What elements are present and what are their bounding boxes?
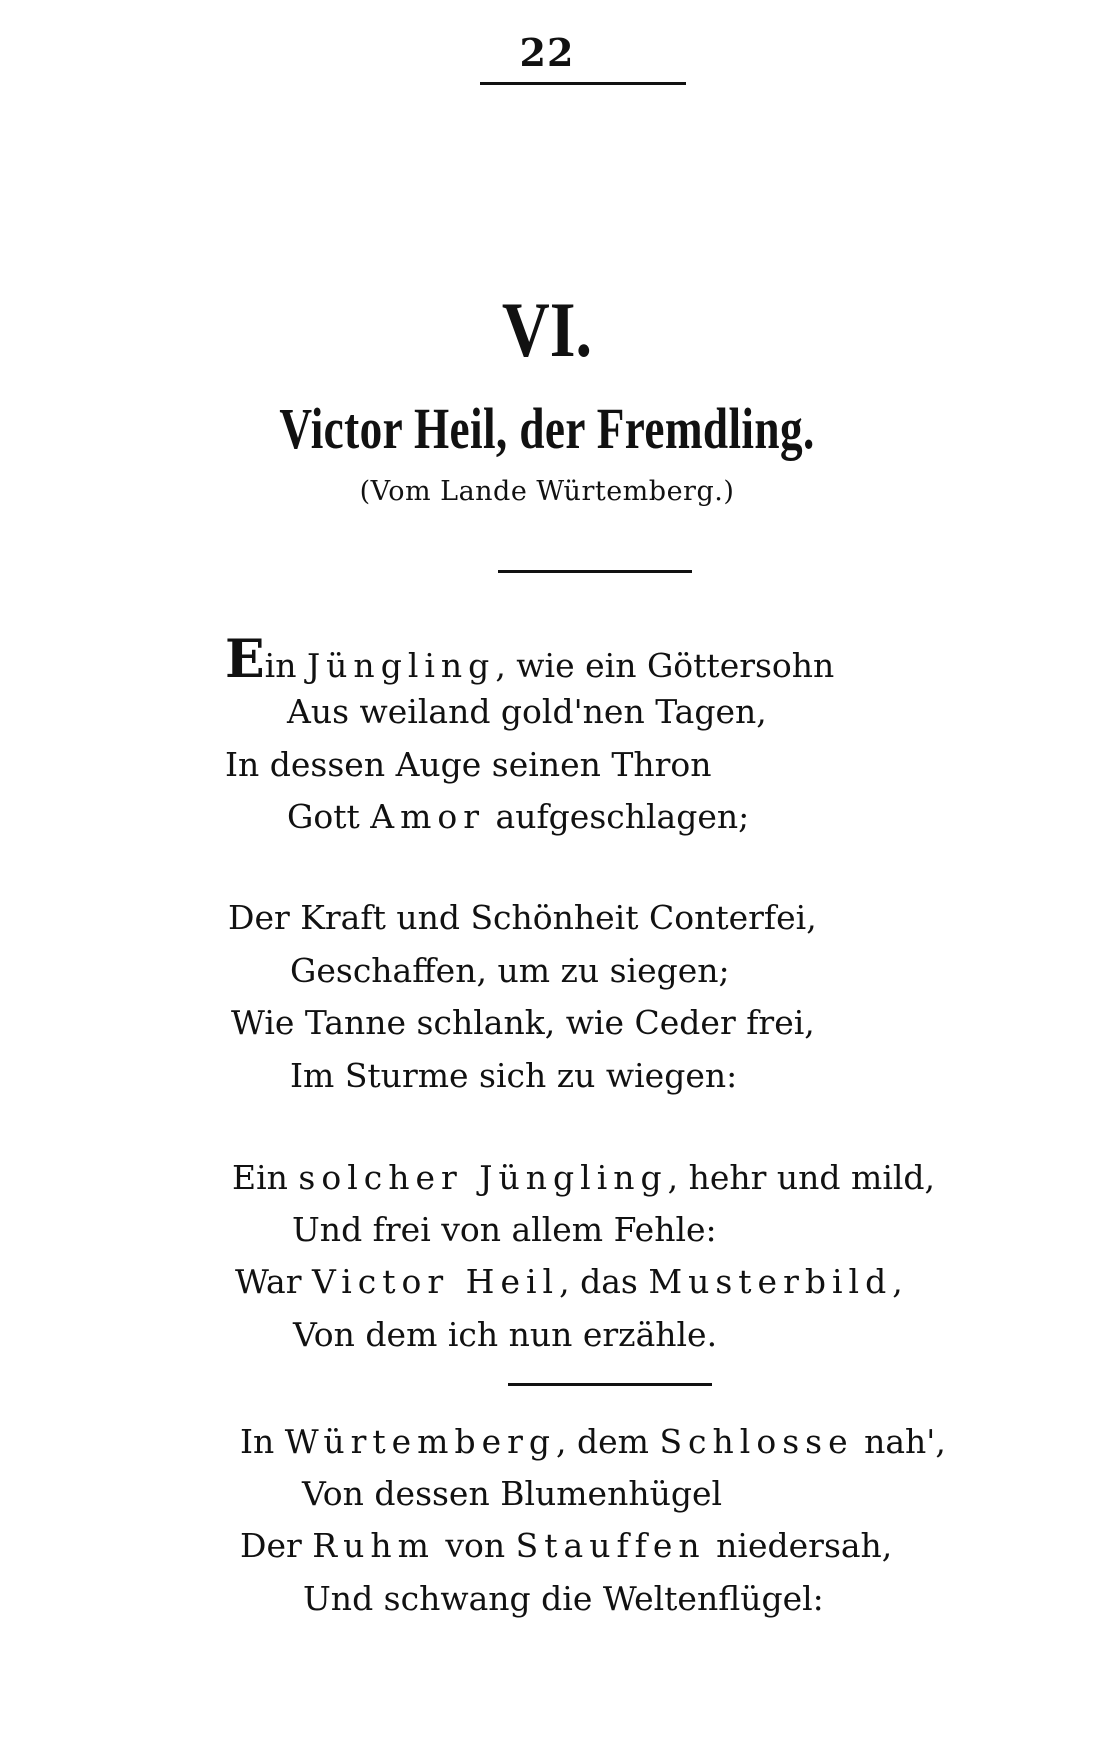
verse-text: aufgeschlagen; xyxy=(485,797,750,836)
verse-line xyxy=(292,1210,717,1250)
verse-line xyxy=(290,1056,737,1096)
verse-text: , das xyxy=(559,1262,649,1301)
poem-subtitle: (Vom Lande Würtemberg.) xyxy=(359,476,735,507)
verse-text: Und schwang die Weltenflügel: xyxy=(303,1579,824,1618)
verse-text: In dessen Auge seinen Thron xyxy=(225,745,712,784)
verse-line xyxy=(302,1474,722,1514)
verse-text: Von dessen Blumenhügel xyxy=(302,1474,723,1513)
verse-text: Von dem ich nun erzähle. xyxy=(293,1315,718,1354)
verse-text: Der xyxy=(240,1526,313,1565)
chapter-number: VI. xyxy=(501,286,593,373)
verse-line xyxy=(303,1579,824,1619)
verse-text: , hehr und mild, xyxy=(667,1158,936,1197)
verse-line xyxy=(235,1262,903,1302)
verse-text: Im Sturme sich zu wiegen: xyxy=(290,1056,738,1095)
verse-line xyxy=(231,1003,815,1043)
page-number: 22 xyxy=(519,30,575,75)
emphasized-text: Würtemberg xyxy=(284,1422,557,1461)
emphasized-text: Musterbild xyxy=(648,1262,893,1301)
verse-line xyxy=(225,745,712,785)
verse-text: War xyxy=(235,1262,312,1301)
verse-text: Wie Tanne schlank, wie Ceder frei, xyxy=(231,1003,815,1042)
verse-text: Gott xyxy=(287,797,371,836)
verse-line xyxy=(240,1422,946,1462)
section-rule xyxy=(508,1383,712,1386)
verse-text: in xyxy=(264,646,307,685)
verse-text: Ein xyxy=(232,1158,299,1197)
poem-title: Victor Heil, der Fremdling. xyxy=(279,396,815,461)
drop-cap: E xyxy=(225,629,265,690)
verse-text: , dem xyxy=(556,1422,660,1461)
verse-text: nah', xyxy=(853,1422,946,1461)
verse-text: , wie ein Göttersohn xyxy=(495,646,835,685)
verse-text: Und frei von allem Fehle: xyxy=(292,1210,717,1249)
verse-text: Geschaffen, um zu siegen; xyxy=(290,951,730,990)
verse-line xyxy=(287,797,749,837)
verse-line xyxy=(293,1315,717,1355)
verse-text: Der Kraft und Schönheit Conterfei, xyxy=(228,898,817,937)
verse-text: Aus weiland gold'nen Tagen, xyxy=(287,692,767,731)
emphasized-text: Jüngling xyxy=(306,646,496,685)
verse-line xyxy=(290,951,730,991)
emphasized-text: Amor xyxy=(370,797,486,836)
verse-line xyxy=(228,898,817,938)
verse-line xyxy=(287,692,767,732)
header-rule xyxy=(480,82,686,85)
verse-text: In xyxy=(240,1422,285,1461)
verse-line xyxy=(240,1526,892,1566)
verse-text: niedersah, xyxy=(705,1526,893,1565)
verse-line xyxy=(225,629,835,690)
emphasized-text: Victor Heil xyxy=(312,1262,560,1301)
verse-text: , xyxy=(892,1262,903,1301)
emphasized-text: Schlosse xyxy=(659,1422,854,1461)
emphasized-text: solcher Jüngling xyxy=(298,1158,668,1197)
emphasized-text: Stauffen xyxy=(515,1526,706,1565)
verse-text: von xyxy=(434,1526,516,1565)
title-rule xyxy=(498,570,692,573)
emphasized-text: Ruhm xyxy=(312,1526,435,1565)
verse-line xyxy=(232,1158,935,1198)
